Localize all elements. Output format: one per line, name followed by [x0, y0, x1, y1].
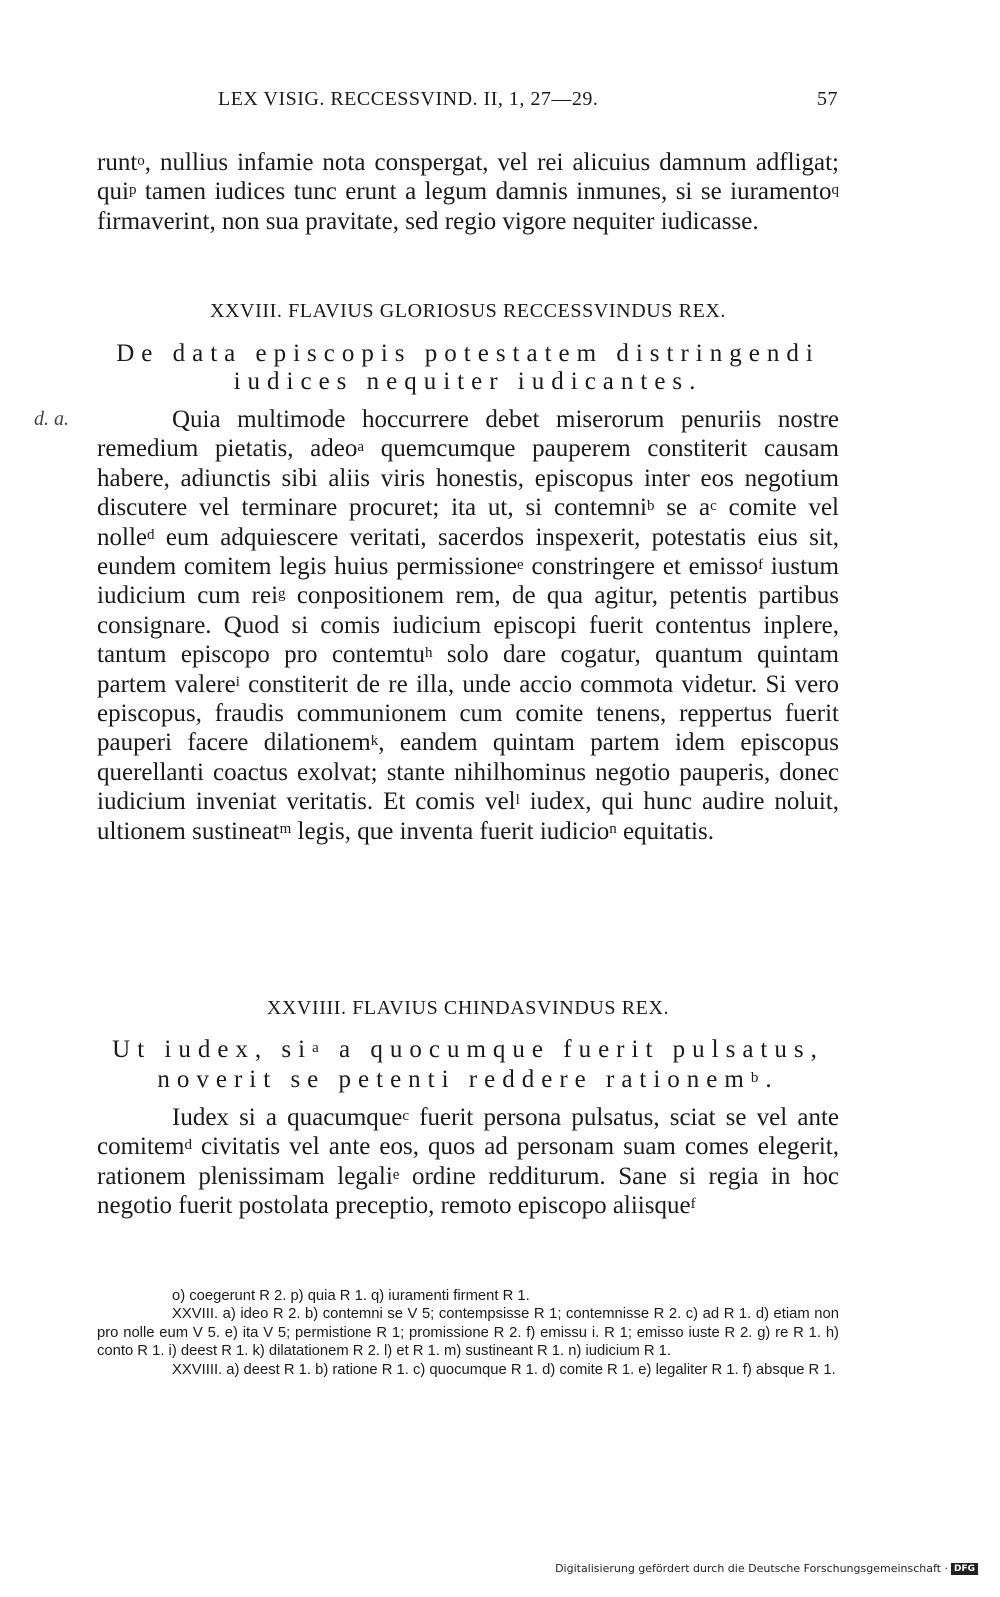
section-28-heading: XXVIII. FLAVIUS GLORIOSUS RECCESSVINDUS REX. — [209, 300, 727, 322]
footnote-marker: k — [370, 733, 379, 750]
text-run: firmaverint, non sua pravitate, sed regio vigore nequiter iudicasse. — [97, 207, 759, 235]
page-number: 57 — [817, 88, 838, 110]
margin-note: d. a. — [34, 408, 69, 430]
text-run: eum adquiescere veritati, sacerdos inspexerit, potestatis eius sit, eundem comitem legis huius permissione — [97, 523, 839, 581]
dfg-logo: DFG — [951, 1563, 978, 1575]
footnote-section-29: XXVIIII. a) deest R 1. b) ratione R 1. c) quocumque R 1. d) comite R 1. e) legaliter R 1. f) absque R 1. — [172, 1361, 836, 1378]
footnote-marker: e — [392, 1166, 400, 1183]
footnote-marker: f — [758, 556, 764, 573]
footnote-marker: c — [402, 1107, 410, 1124]
section-28-body — [97, 405, 839, 846]
continuation-text — [97, 148, 839, 236]
footnote-marker: d — [147, 527, 155, 544]
footnote-marker: b — [647, 497, 655, 514]
footnote-marker: q — [831, 182, 839, 199]
section-29-heading: XXVIIII. FLAVIUS CHINDASVINDUS REX. — [266, 997, 670, 1019]
text-run: Ut iudex, si — [112, 1036, 313, 1063]
text-run: iustum iudicium cum rei — [97, 553, 839, 610]
text-run: tamen iudices tunc erunt a legum damnis inmunes, si se iuramento — [136, 178, 832, 206]
text-run: constringere et emisso — [523, 553, 759, 581]
section-29-body — [97, 1103, 839, 1221]
section-29-rubric-line-2 — [97, 1066, 839, 1094]
footnote-marker: f — [690, 1195, 696, 1212]
text-run: , eandem quintam partem idem episcopus querellanti coactus exolvat; stante nihilhominus negotio pauperis, donec iudicium inveniat veritatis. Et comis vel — [97, 729, 839, 816]
text-run: . — [765, 1066, 779, 1093]
footnote-marker: l — [515, 792, 520, 809]
running-header — [218, 88, 838, 111]
text-run: fuerit persona pulsatus, sciat se vel ante comitem — [97, 1104, 839, 1161]
footnote-section-28: XXVIII. a) ideo R 2. b) contemni se V 5; contempsisse R 1; contemnisse R 2. c) ad R 1. d) etiam non pro nolle eum V 5. e) ita V 5; permistione R 1; promissione R 2. f) emissu i. R 1; emisso iuste R 2. g) re R 1. h) conto R 1. i) deest R 1. k) dilatationem R 2. l) et R 1. m) sustineant R 1. n) iudicium R 1. — [97, 1306, 839, 1360]
running-title: LEX VISIG. RECCESSVIND. II, 1, 27—29. — [218, 88, 599, 110]
footnote-marker: b — [750, 1069, 766, 1086]
section-28-text — [97, 405, 839, 846]
section-29-text — [97, 1103, 839, 1221]
section-28-rubric-line-1: De data episcopis potestatem distringendi — [116, 340, 820, 367]
footnote-marker: g — [278, 586, 286, 603]
continuation-paragraph — [97, 148, 839, 236]
footnote-marker: a — [312, 1039, 326, 1056]
text-run: noverit se petenti reddere rationem — [157, 1066, 751, 1093]
credit-text: Digitalisierung gefördert durch die Deutsche Forschungsgemeinschaft · — [555, 1562, 948, 1575]
text-run: Iudex si a quacumque — [172, 1104, 403, 1131]
text-run: constiterit de re illa, unde accio commota videtur. Si vero episcopus, fraudis communionem cum comite tenens, reppertus fuerit pauperi facere dilationem — [97, 670, 839, 757]
text-run: conpositionem rem, de qua agitur, petentis partibus consignare. Quod si comis iudicium episcopi fuerit contentus inplere, tantum episcopo pro contemtu — [97, 582, 839, 669]
footnote-line-prev: o) coegerunt R 2. p) quia R 1. q) iuramenti firment R 1. — [172, 1288, 530, 1304]
footnote-marker: m — [279, 821, 292, 838]
text-run: quemcumque pauperem constiterit causam habere, adiunctis sibi aliis viris honestis, episcopus inter eos negotium discutere vel terminare procuret; ita ut, si contemni — [97, 435, 839, 522]
section-28-rubric-line-2: iudices nequiter iudicantes. — [233, 368, 703, 395]
text-run: solo dare cogatur, quantum quintam partem valere — [97, 641, 840, 698]
footnote-marker: i — [235, 674, 240, 691]
footnote-marker: d — [184, 1137, 192, 1154]
text-run: , nullius infamie nota conspergat, vel rei alicuius damnum adfligat; qui — [97, 149, 839, 206]
section-29-rubric-line-1 — [97, 1036, 839, 1064]
footnote-marker: c — [710, 497, 717, 514]
footnote-marker: a — [357, 439, 365, 456]
text-run: civitatis vel ante eos, quos ad personam suam comes elegerit, rationem plenissimam legali — [97, 1133, 839, 1190]
digitization-credit — [555, 1562, 978, 1575]
text-run: a quocumque fuerit pulsatus, — [325, 1036, 824, 1063]
text-run: se a — [654, 494, 711, 522]
footnote-marker: o — [137, 152, 145, 169]
text-run: comite vel nolle — [97, 494, 839, 551]
footnote-marker: p — [128, 182, 137, 199]
footnote-marker: e — [517, 556, 524, 573]
footnote-marker: h — [424, 645, 433, 661]
text-run: legis, que inventa fuerit iudicio — [291, 817, 610, 845]
text-run: Quia multimode hoccurrere debet miserorum penuriis nostre remedium pietatis, adeo — [97, 406, 839, 463]
footnote-marker: n — [609, 821, 617, 838]
text-run: ordine redditurum. Sane si regia in hoc negotio fuerit postolata preceptio, remoto episcopo aliisque — [97, 1162, 840, 1220]
text-run: iudex, qui hunc audire noluit, ultionem sustineat — [97, 788, 840, 845]
text-run: equitatis. — [616, 817, 714, 845]
footnotes — [97, 1287, 839, 1379]
text-run: runt — [97, 149, 138, 176]
